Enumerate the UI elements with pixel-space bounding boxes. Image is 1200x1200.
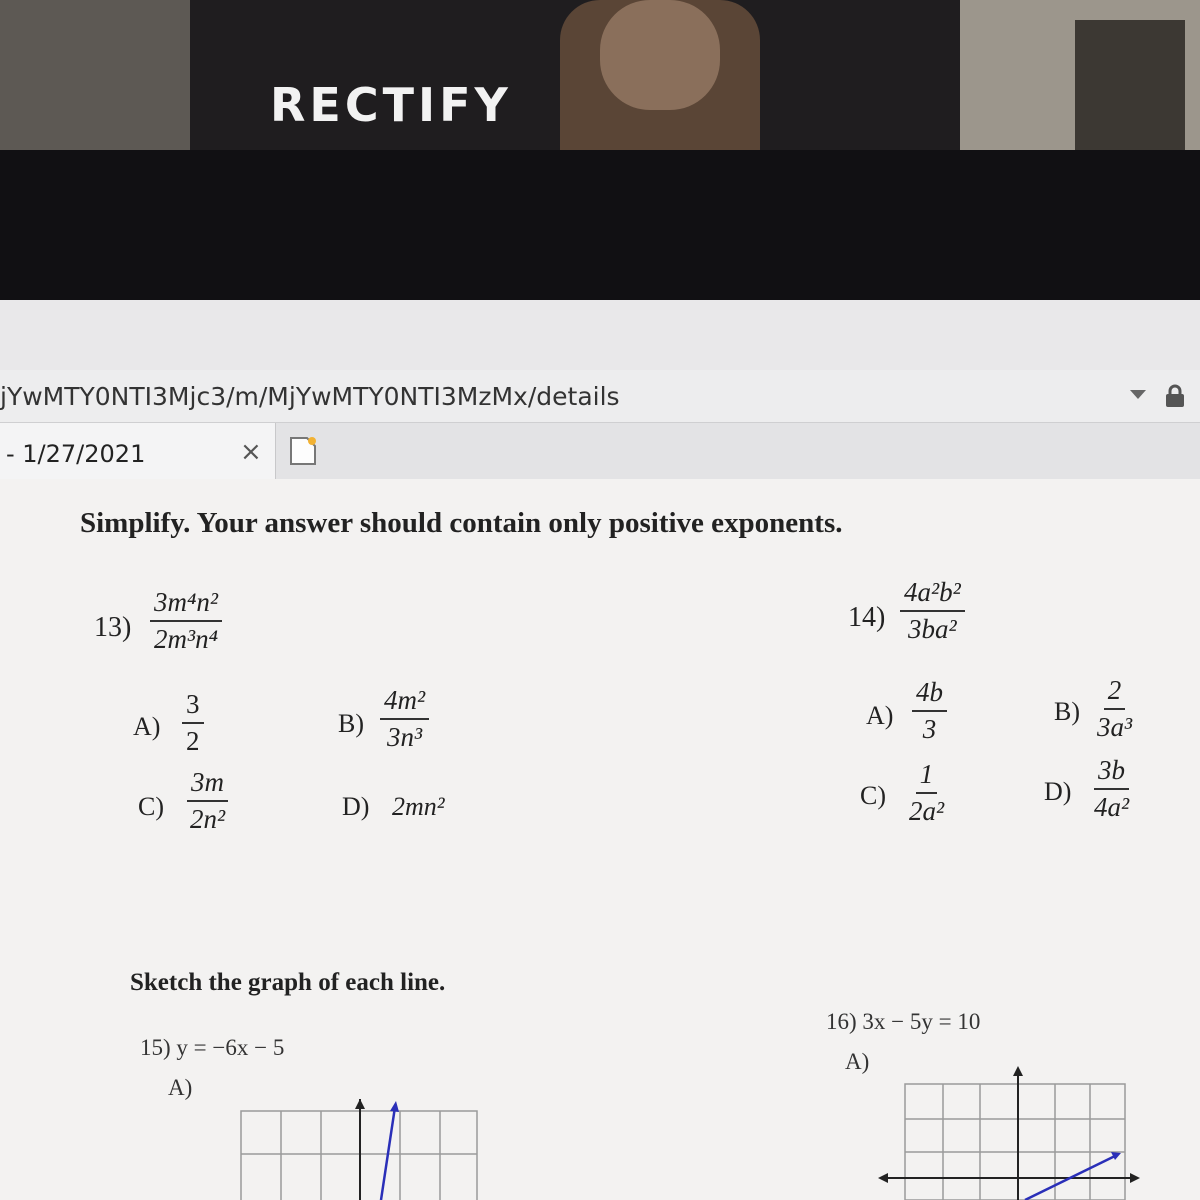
q13-option-d[interactable]: 2mn² — [392, 792, 445, 821]
q14-option-c[interactable] — [905, 759, 948, 827]
fraction-numerator: 4b — [912, 677, 947, 712]
fraction-denominator: 2n² — [190, 804, 226, 834]
question-14-number: 14) — [848, 602, 886, 633]
q13-option-a[interactable] — [182, 689, 204, 757]
new-tab-icon[interactable] — [288, 435, 318, 467]
q14-option-b[interactable] — [1093, 675, 1136, 743]
q16-graph-a[interactable] — [875, 1064, 1145, 1200]
q13-option-a-label[interactable]: A) — [133, 712, 161, 741]
instruction-text: Simplify. Your answer should contain only positive exponents. — [80, 507, 843, 539]
q14-option-a-label[interactable]: A) — [866, 701, 894, 730]
q14-option-d[interactable] — [1090, 755, 1133, 823]
question-13-expression — [150, 587, 222, 655]
q13-option-b[interactable] — [380, 685, 429, 753]
fraction-numerator: 4m² — [380, 685, 429, 720]
tab-active[interactable] — [0, 423, 276, 479]
q14-option-d-label[interactable]: D) — [1044, 777, 1072, 806]
fraction-denominator: 2a² — [909, 796, 945, 826]
fraction-denominator: 3ba² — [908, 614, 957, 644]
fraction-numerator: 3m⁴n² — [150, 587, 222, 622]
tv-person-face — [600, 0, 720, 110]
address-bar[interactable] — [0, 370, 1200, 423]
worksheet-page — [0, 479, 1200, 1200]
fraction-numerator: 3b — [1094, 755, 1129, 790]
fraction-denominator: 3n³ — [386, 722, 423, 752]
tv-title: RECTIFY — [270, 78, 512, 132]
q15-graph-a[interactable] — [235, 1099, 485, 1200]
monitor-bezel — [0, 150, 1200, 310]
question-16-text: 16) 3x − 5y = 10 — [826, 1009, 981, 1034]
fraction-denominator: 2 — [186, 726, 200, 756]
monitor-screen — [0, 300, 1200, 1200]
q14-option-b-label[interactable]: B) — [1054, 697, 1080, 726]
section-heading: Sketch the graph of each line. — [130, 969, 446, 996]
q14-option-c-label[interactable]: C) — [860, 781, 886, 810]
tab-title: - 1/27/2021 — [6, 440, 146, 468]
q13-option-d-label[interactable]: D) — [342, 792, 370, 821]
q15-option-a-label[interactable]: A) — [168, 1075, 193, 1100]
wall-left — [0, 0, 190, 160]
close-icon[interactable]: × — [240, 437, 262, 467]
q13-option-c[interactable] — [186, 767, 229, 835]
url-text[interactable]: jYwMTY0NTI3Mjc3/m/MjYwMTY0NTI3MzMx/details — [0, 382, 620, 411]
fraction-denominator: 3 — [922, 714, 937, 744]
question-15-text: 15) y = −6x − 5 — [140, 1035, 285, 1060]
tab-bar — [0, 423, 1200, 479]
chevron-down-icon[interactable] — [1130, 390, 1146, 399]
q16-option-a-label[interactable]: A) — [845, 1049, 870, 1074]
fraction-numerator: 3m — [187, 767, 228, 802]
fraction-numerator: 4a²b² — [900, 577, 965, 612]
picture-frame — [1075, 20, 1185, 160]
question-14-expression — [900, 577, 965, 645]
q14-option-a[interactable] — [912, 677, 947, 745]
fraction-numerator: 1 — [916, 759, 938, 794]
fraction-denominator: 2m³n⁴ — [154, 624, 218, 654]
fraction-numerator: 2 — [1104, 675, 1126, 710]
fraction-denominator: 4a² — [1094, 792, 1130, 822]
q13-option-b-label[interactable]: B) — [338, 709, 364, 738]
q13-option-c-label[interactable]: C) — [138, 792, 164, 821]
fraction-numerator: 3 — [182, 689, 204, 724]
fraction-denominator: 3a³ — [1097, 712, 1133, 742]
question-13-number: 13) — [94, 612, 132, 643]
lock-icon — [1164, 384, 1186, 408]
